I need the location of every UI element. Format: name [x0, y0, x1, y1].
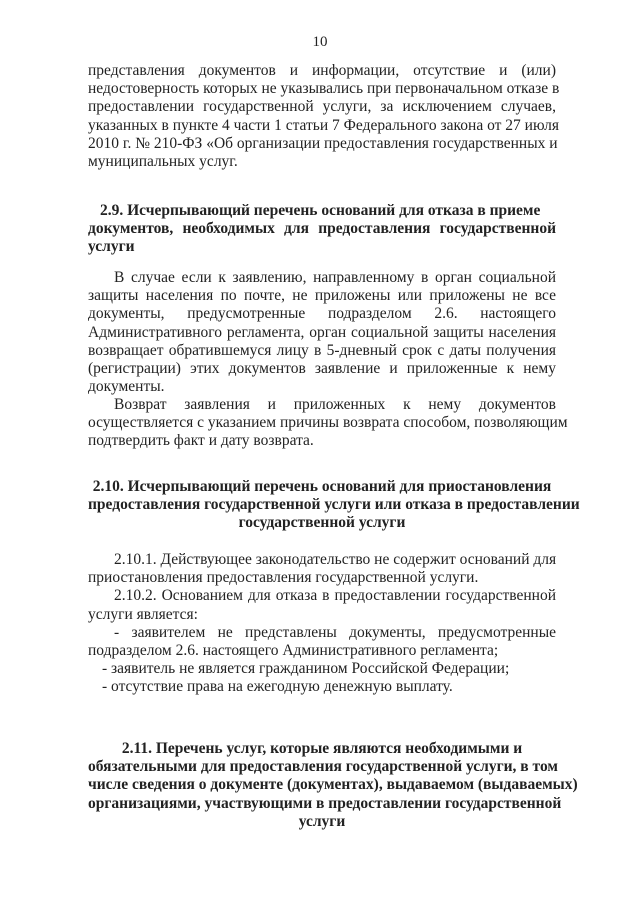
text-line: В случае если к заявлению, направленному в орган социальной — [114, 269, 556, 286]
text-line: документы, предусмотренные подразделом 2.6. настоящего — [88, 305, 556, 323]
section-2-10-body — [88, 551, 556, 697]
text-line: указанных в пункте 4 части 1 статьи 7 Федерального закона от 27 июля — [88, 116, 560, 134]
heading-line: услуги — [88, 238, 135, 256]
text-line: осуществляется с указанием причины возврата способом, позволяющим — [88, 414, 568, 432]
section-2-9-paragraph-2 — [88, 396, 568, 451]
heading-line: предоставления государственной услуги или отказа в предоставлении — [88, 496, 580, 514]
text-line: недостоверность которых не указывались при первоначальном отказе в — [88, 80, 560, 98]
heading-line: обязательными для предоставления государственной услуги, в том — [88, 758, 558, 776]
text-line: предоставлении государственной услуги, за исключением случаев, — [88, 98, 556, 116]
heading-line: 2.11. Перечень услуг, которые являются необходимыми и — [121, 740, 523, 757]
text-line: (регистрации) этих документов заявление и приложенные к нему — [88, 360, 556, 378]
heading-line: 2.10. Исчерпывающий перечень оснований для приостановления — [92, 478, 552, 495]
text-line: услуги является: — [88, 605, 198, 623]
text-line: документы. — [88, 378, 165, 396]
list-item: - заявителем не представлены документы, предусмотренные — [114, 623, 556, 641]
text-line: представления документов и информации, отсутствие и (или) — [88, 62, 556, 79]
text-line: возвращает обратившемуся лицу в 5-дневный срок с даты получения — [88, 341, 556, 359]
section-2-9-paragraph-1 — [88, 269, 556, 396]
text-line: подтвердить факт и дату возврата. — [88, 432, 314, 450]
heading-line: организациями, участвующими в предоставлении государственной — [88, 794, 562, 812]
section-2-10-heading — [88, 478, 580, 533]
text-line: 2.10.1. Действующее законодательство не содержит оснований для — [114, 551, 557, 568]
list-item: подразделом 2.6. настоящего Административного регламента; — [88, 642, 499, 660]
text-line: защиты населения по почте, не приложены или приложены не все — [88, 287, 556, 305]
page-number: 10 — [312, 34, 328, 50]
text-line: Административного регламента, орган социальной защиты населения — [88, 323, 556, 341]
text-line: 2.10.2. Основанием для отказа в предоставлении государственной — [114, 587, 556, 605]
text-line: 2010 г. № 210-ФЗ «Об организации предоставления государственных и — [88, 134, 558, 152]
intro-paragraph — [88, 62, 560, 171]
text-line: приостановления предоставления государственной услуги. — [88, 569, 479, 587]
list-item: - отсутствие права на ежегодную денежную выплату. — [102, 678, 453, 696]
text-line: Возврат заявления и приложенных к нему документов — [114, 396, 556, 413]
section-2-11-heading — [88, 740, 578, 831]
heading-line: документов, необходимых для предоставления государственной — [88, 220, 556, 238]
list-item: - заявитель не является гражданином Российской Федерации; — [102, 660, 510, 678]
heading-line: услуги — [298, 812, 346, 830]
heading-line: государственной услуги — [238, 514, 406, 532]
text-line: муниципальных услуг. — [88, 153, 238, 171]
heading-line: числе сведения о документе (документах), выдаваемом (выдаваемых) — [88, 776, 578, 794]
heading-line: 2.9. Исчерпывающий перечень оснований для отказа в приеме — [100, 202, 541, 219]
section-2-9-heading — [88, 202, 556, 257]
